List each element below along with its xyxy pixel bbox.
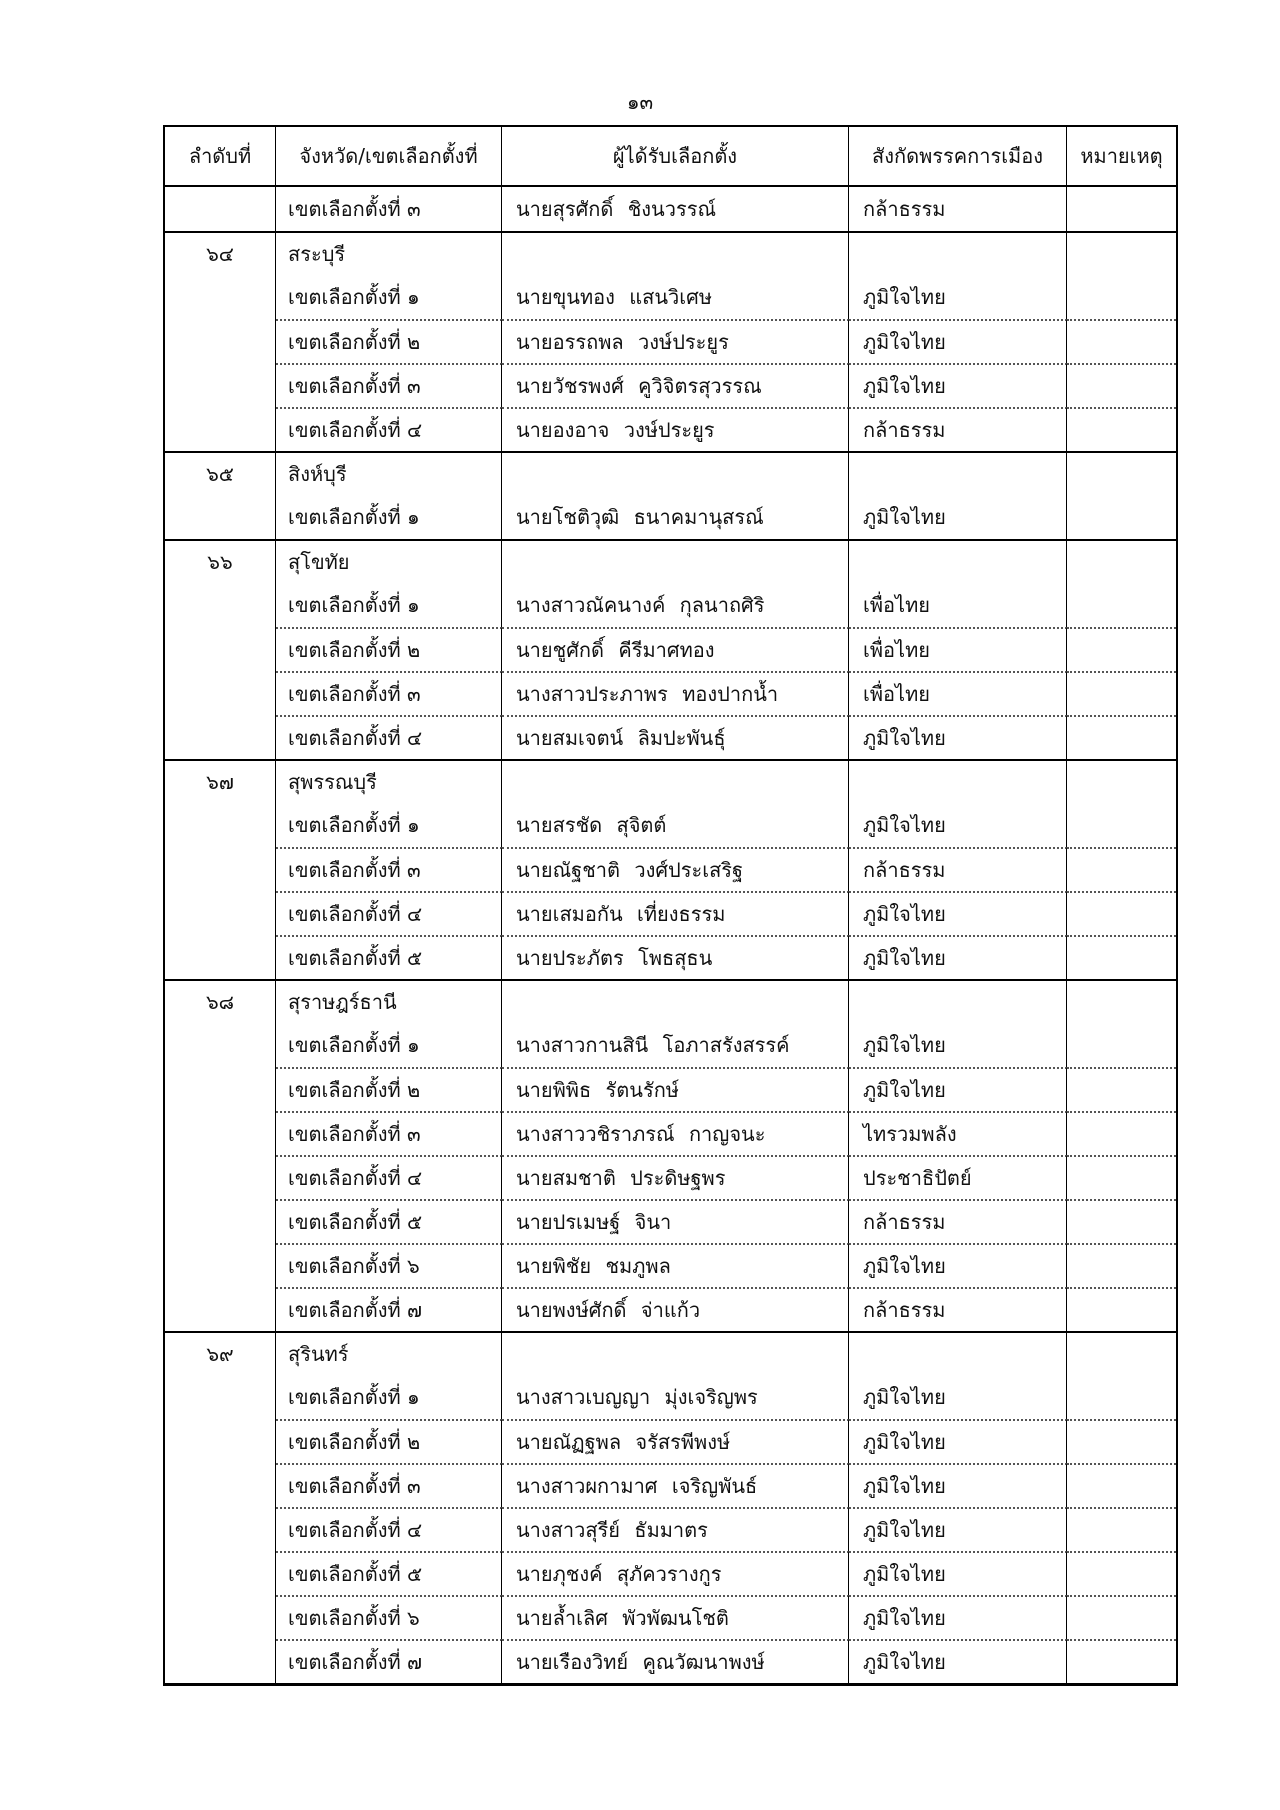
order-cell: [165, 495, 276, 539]
party-cell: ภูมิใจไทย: [849, 1595, 1067, 1639]
person-cell: นายอรรถพล วงษ์ประยูร: [502, 319, 849, 363]
person-cell: นายชูศักดิ์ คีรีมาศทอง: [502, 627, 849, 671]
district-row: [165, 803, 1176, 847]
district-row: [165, 1507, 1176, 1551]
person-cell: นายสมชาติ ประดิษฐพร: [502, 1155, 849, 1199]
district-cell: เขตเลือกตั้งที่ ๓: [276, 1463, 502, 1507]
note-cell: [1067, 1243, 1176, 1287]
party-cell: ภูมิใจไทย: [849, 363, 1067, 407]
district-row: [165, 627, 1176, 671]
party-cell: [849, 233, 1067, 275]
table-header-row: [165, 127, 1176, 187]
person-cell: นายล้ำเลิศ พัวพัฒนโชติ: [502, 1595, 849, 1639]
table-body: [165, 187, 1176, 1683]
note-cell: [1067, 847, 1176, 891]
district-cell: เขตเลือกตั้งที่ ๓: [276, 1111, 502, 1155]
district-cell: เขตเลือกตั้งที่ ๒: [276, 319, 502, 363]
note-cell: [1067, 453, 1176, 495]
district-row: [165, 935, 1176, 979]
district-cell: เขตเลือกตั้งที่ ๓: [276, 363, 502, 407]
district-cell: เขตเลือกตั้งที่ ๗: [276, 1639, 502, 1683]
party-cell: ภูมิใจไทย: [849, 1243, 1067, 1287]
district-cell: เขตเลือกตั้งที่ ๕: [276, 1551, 502, 1595]
party-cell: ภูมิใจไทย: [849, 1551, 1067, 1595]
order-cell: [165, 319, 276, 363]
order-cell: [165, 891, 276, 935]
district-row: [165, 1287, 1176, 1331]
district-cell: เขตเลือกตั้งที่ ๔: [276, 1507, 502, 1551]
note-cell: [1067, 233, 1176, 275]
district-cell: เขตเลือกตั้งที่ ๔: [276, 715, 502, 759]
district-row: [165, 891, 1176, 935]
order-cell: [165, 803, 276, 847]
person-cell: [502, 541, 849, 583]
district-cell: เขตเลือกตั้งที่ ๗: [276, 1287, 502, 1331]
order-cell: [165, 275, 276, 319]
party-cell: เพื่อไทย: [849, 627, 1067, 671]
order-cell: [165, 1551, 276, 1595]
party-cell: ภูมิใจไทย: [849, 715, 1067, 759]
person-cell: [502, 453, 849, 495]
district-row: [165, 1595, 1176, 1639]
order-cell: [165, 1595, 276, 1639]
order-cell: [165, 1111, 276, 1155]
province-cell: สุโขทัย: [276, 541, 502, 583]
district-cell: เขตเลือกตั้งที่ ๔: [276, 407, 502, 451]
province-cell: สุพรรณบุรี: [276, 761, 502, 803]
note-cell: [1067, 715, 1176, 759]
party-cell: เพื่อไทย: [849, 583, 1067, 627]
party-cell: ภูมิใจไทย: [849, 1639, 1067, 1683]
district-cell: เขตเลือกตั้งที่ ๔: [276, 1155, 502, 1199]
person-cell: นายพิชัย ชมภูพล: [502, 1243, 849, 1287]
person-cell: นายประภัตร โพธสุธน: [502, 935, 849, 979]
person-cell: นายวัชรพงศ์ คูวิจิตรสุวรรณ: [502, 363, 849, 407]
province-cell: สระบุรี: [276, 233, 502, 275]
note-cell: [1067, 1507, 1176, 1551]
district-cell: เขตเลือกตั้งที่ ๕: [276, 935, 502, 979]
district-row: [165, 715, 1176, 759]
order-cell: [165, 1243, 276, 1287]
district-cell: เขตเลือกตั้งที่ ๓: [276, 187, 502, 231]
person-cell: [502, 233, 849, 275]
person-cell: [502, 761, 849, 803]
person-cell: [502, 1333, 849, 1375]
person-cell: นางสาวณัคนางค์ กุลนาถศิริ: [502, 583, 849, 627]
district-row: [165, 407, 1176, 451]
note-cell: [1067, 583, 1176, 627]
district-row: [165, 1375, 1176, 1419]
district-row: [165, 847, 1176, 891]
province-row: [165, 451, 1176, 495]
person-cell: [502, 981, 849, 1023]
note-cell: [1067, 671, 1176, 715]
district-cell: เขตเลือกตั้งที่ ๑: [276, 1023, 502, 1067]
party-cell: กล้าธรรม: [849, 1199, 1067, 1243]
party-cell: [849, 453, 1067, 495]
district-cell: เขตเลือกตั้งที่ ๒: [276, 1419, 502, 1463]
order-cell: ๖๖: [165, 541, 276, 583]
person-cell: นายองอาจ วงษ์ประยูร: [502, 407, 849, 451]
order-cell: ๖๕: [165, 453, 276, 495]
party-cell: [849, 541, 1067, 583]
note-cell: [1067, 1155, 1176, 1199]
note-cell: [1067, 627, 1176, 671]
order-cell: [165, 627, 276, 671]
order-cell: [165, 407, 276, 451]
header-province-district: จังหวัด/เขตเลือกตั้งที่: [276, 127, 502, 185]
district-cell: เขตเลือกตั้งที่ ๓: [276, 671, 502, 715]
person-cell: นางสาวประภาพร ทองปากน้ำ: [502, 671, 849, 715]
order-cell: [165, 847, 276, 891]
district-row: [165, 671, 1176, 715]
district-cell: เขตเลือกตั้งที่ ๑: [276, 495, 502, 539]
order-cell: ๖๔: [165, 233, 276, 275]
person-cell: นายพงษ์ศักดิ์ จ่าแก้ว: [502, 1287, 849, 1331]
order-cell: ๖๙: [165, 1333, 276, 1375]
person-cell: นางสาวสุรีย์ ธัมมาตร: [502, 1507, 849, 1551]
header-party: สังกัดพรรคการเมือง: [849, 127, 1067, 185]
province-cell: สิงห์บุรี: [276, 453, 502, 495]
order-cell: [165, 1463, 276, 1507]
note-cell: [1067, 1463, 1176, 1507]
district-row: [165, 583, 1176, 627]
province-row: [165, 1331, 1176, 1375]
order-cell: [165, 1023, 276, 1067]
party-cell: ภูมิใจไทย: [849, 891, 1067, 935]
note-cell: [1067, 541, 1176, 583]
note-cell: [1067, 1023, 1176, 1067]
district-cell: เขตเลือกตั้งที่ ๖: [276, 1243, 502, 1287]
order-cell: ๖๗: [165, 761, 276, 803]
note-cell: [1067, 981, 1176, 1023]
note-cell: [1067, 1199, 1176, 1243]
order-cell: [165, 187, 276, 231]
district-row: [165, 1463, 1176, 1507]
note-cell: [1067, 761, 1176, 803]
district-row: [165, 275, 1176, 319]
note-cell: [1067, 275, 1176, 319]
party-cell: [849, 761, 1067, 803]
order-cell: [165, 1639, 276, 1683]
party-cell: ภูมิใจไทย: [849, 1507, 1067, 1551]
person-cell: นายเรืองวิทย์ คูณวัฒนาพงษ์: [502, 1639, 849, 1683]
note-cell: [1067, 495, 1176, 539]
header-order: ลำดับที่: [165, 127, 276, 185]
note-cell: [1067, 1067, 1176, 1111]
province-row: [165, 759, 1176, 803]
party-cell: [849, 981, 1067, 1023]
district-cell: เขตเลือกตั้งที่ ๑: [276, 583, 502, 627]
party-cell: ภูมิใจไทย: [849, 1419, 1067, 1463]
party-cell: [849, 1333, 1067, 1375]
party-cell: ภูมิใจไทย: [849, 1067, 1067, 1111]
district-cell: เขตเลือกตั้งที่ ๒: [276, 627, 502, 671]
party-cell: กล้าธรรม: [849, 187, 1067, 231]
note-cell: [1067, 935, 1176, 979]
party-cell: ภูมิใจไทย: [849, 803, 1067, 847]
order-cell: [165, 1067, 276, 1111]
district-row: [165, 1243, 1176, 1287]
order-cell: [165, 1375, 276, 1419]
district-cell: เขตเลือกตั้งที่ ๕: [276, 1199, 502, 1243]
note-cell: [1067, 1551, 1176, 1595]
note-cell: [1067, 319, 1176, 363]
party-cell: ภูมิใจไทย: [849, 935, 1067, 979]
order-cell: ๖๘: [165, 981, 276, 1023]
header-elected-person: ผู้ได้รับเลือกตั้ง: [502, 127, 849, 185]
province-row: [165, 231, 1176, 275]
district-row: [165, 363, 1176, 407]
person-cell: นายณัฏฐพล จรัสรพีพงษ์: [502, 1419, 849, 1463]
note-cell: [1067, 1639, 1176, 1683]
note-cell: [1067, 1419, 1176, 1463]
note-cell: [1067, 187, 1176, 231]
order-cell: [165, 935, 276, 979]
party-cell: ภูมิใจไทย: [849, 319, 1067, 363]
party-cell: เพื่อไทย: [849, 671, 1067, 715]
order-cell: [165, 1419, 276, 1463]
person-cell: นางสาวผกามาศ เจริญพันธ์: [502, 1463, 849, 1507]
party-cell: ไทรวมพลัง: [849, 1111, 1067, 1155]
person-cell: นายภุชงค์ สุภัควรางกูร: [502, 1551, 849, 1595]
province-cell: สุราษฎร์ธานี: [276, 981, 502, 1023]
party-cell: ประชาธิปัตย์: [849, 1155, 1067, 1199]
election-results-table: [163, 125, 1178, 1686]
party-cell: กล้าธรรม: [849, 1287, 1067, 1331]
person-cell: นายโชติวุฒิ ธนาคมานุสรณ์: [502, 495, 849, 539]
district-cell: เขตเลือกตั้งที่ ๔: [276, 891, 502, 935]
order-cell: [165, 1287, 276, 1331]
district-row: [165, 187, 1176, 231]
order-cell: [165, 363, 276, 407]
district-row: [165, 1111, 1176, 1155]
order-cell: [165, 671, 276, 715]
order-cell: [165, 715, 276, 759]
note-cell: [1067, 1111, 1176, 1155]
district-row: [165, 1023, 1176, 1067]
note-cell: [1067, 407, 1176, 451]
district-cell: เขตเลือกตั้งที่ ๑: [276, 1375, 502, 1419]
party-cell: ภูมิใจไทย: [849, 495, 1067, 539]
district-row: [165, 1551, 1176, 1595]
district-cell: เขตเลือกตั้งที่ ๖: [276, 1595, 502, 1639]
province-row: [165, 979, 1176, 1023]
party-cell: กล้าธรรม: [849, 407, 1067, 451]
person-cell: นายสุรศักดิ์ ชิงนวรรณ์: [502, 187, 849, 231]
party-cell: ภูมิใจไทย: [849, 1023, 1067, 1067]
district-cell: เขตเลือกตั้งที่ ๑: [276, 275, 502, 319]
district-cell: เขตเลือกตั้งที่ ๓: [276, 847, 502, 891]
party-cell: ภูมิใจไทย: [849, 275, 1067, 319]
district-row: [165, 1419, 1176, 1463]
district-cell: เขตเลือกตั้งที่ ๑: [276, 803, 502, 847]
note-cell: [1067, 1287, 1176, 1331]
note-cell: [1067, 1375, 1176, 1419]
note-cell: [1067, 363, 1176, 407]
note-cell: [1067, 803, 1176, 847]
order-cell: [165, 1199, 276, 1243]
person-cell: นายปรเมษฐ์ จินา: [502, 1199, 849, 1243]
party-cell: ภูมิใจไทย: [849, 1463, 1067, 1507]
person-cell: นายสมเจตน์ ลิมปะพันธุ์: [502, 715, 849, 759]
district-row: [165, 1639, 1176, 1683]
person-cell: นายขุนทอง แสนวิเศษ: [502, 275, 849, 319]
district-row: [165, 1199, 1176, 1243]
note-cell: [1067, 891, 1176, 935]
page-number: ๑๓: [626, 90, 654, 114]
person-cell: นายเสมอกัน เที่ยงธรรม: [502, 891, 849, 935]
district-row: [165, 319, 1176, 363]
order-cell: [165, 1155, 276, 1199]
district-row: [165, 1155, 1176, 1199]
district-cell: เขตเลือกตั้งที่ ๒: [276, 1067, 502, 1111]
note-cell: [1067, 1595, 1176, 1639]
province-cell: สุรินทร์: [276, 1333, 502, 1375]
district-row: [165, 1067, 1176, 1111]
person-cell: นายพิพิธ รัตนรักษ์: [502, 1067, 849, 1111]
person-cell: นางสาวเบญญา มุ่งเจริญพร: [502, 1375, 849, 1419]
party-cell: กล้าธรรม: [849, 847, 1067, 891]
person-cell: นายณัฐชาติ วงศ์ประเสริฐ: [502, 847, 849, 891]
order-cell: [165, 1507, 276, 1551]
person-cell: นายสรชัด สุจิตต์: [502, 803, 849, 847]
order-cell: [165, 583, 276, 627]
note-cell: [1067, 1333, 1176, 1375]
person-cell: นางสาววชิราภรณ์ กาญจนะ: [502, 1111, 849, 1155]
header-note: หมายเหตุ: [1080, 143, 1163, 168]
party-cell: ภูมิใจไทย: [849, 1375, 1067, 1419]
province-row: [165, 539, 1176, 583]
person-cell: นางสาวกานสินี โอภาสรังสรรค์: [502, 1023, 849, 1067]
district-row: [165, 495, 1176, 539]
